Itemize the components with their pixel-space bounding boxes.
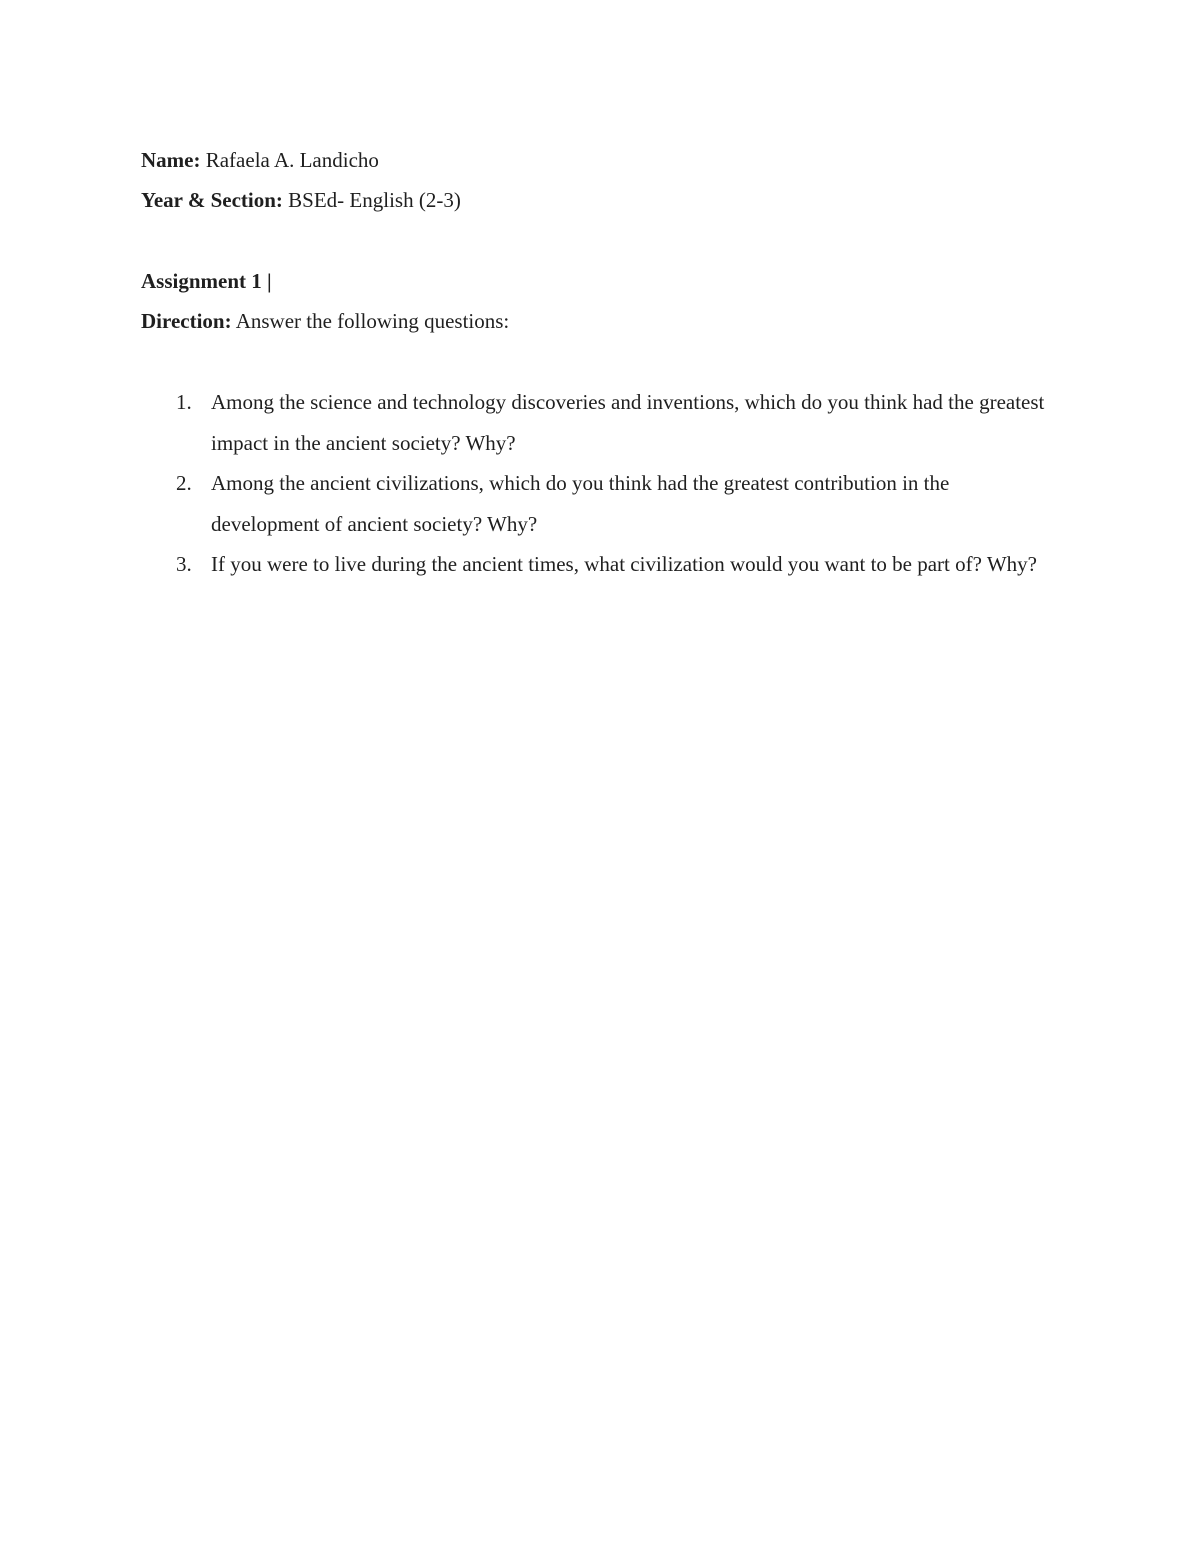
year-section-value: BSEd- English (2-3): [288, 188, 461, 212]
assignment-title-line: [141, 261, 1051, 301]
question-item: [141, 544, 1051, 585]
year-section-line: [141, 180, 1051, 220]
question-item: [141, 463, 1051, 544]
question-text: Among the science and technology discoveries and inventions, which do you think had the greatest impact in the ancient society? Why?: [211, 390, 1045, 455]
document-content: [141, 140, 1051, 585]
direction-line: [141, 301, 1051, 341]
name-label: Name:: [141, 148, 201, 172]
assignment-title: Assignment 1 |: [141, 269, 272, 293]
question-text: Among the ancient civilizations, which do you think had the greatest contribution in the development of ancient society? Why?: [211, 471, 950, 536]
direction-text: Answer the following questions:: [235, 309, 510, 333]
question-text: If you were to live during the ancient times, what civilization would you want to be part of? Why?: [211, 552, 1037, 576]
question-number: 1.: [176, 390, 192, 414]
question-list: [141, 382, 1051, 585]
spacer: [141, 341, 1051, 382]
name-line: [141, 140, 1051, 180]
name-value: Rafaela A. Landicho: [205, 148, 379, 172]
question-item: [141, 382, 1051, 463]
question-number: 2.: [176, 471, 192, 495]
year-section-label: Year & Section:: [141, 188, 283, 212]
direction-label: Direction:: [141, 309, 232, 333]
spacer: [141, 220, 1051, 261]
question-number: 3.: [176, 552, 192, 576]
